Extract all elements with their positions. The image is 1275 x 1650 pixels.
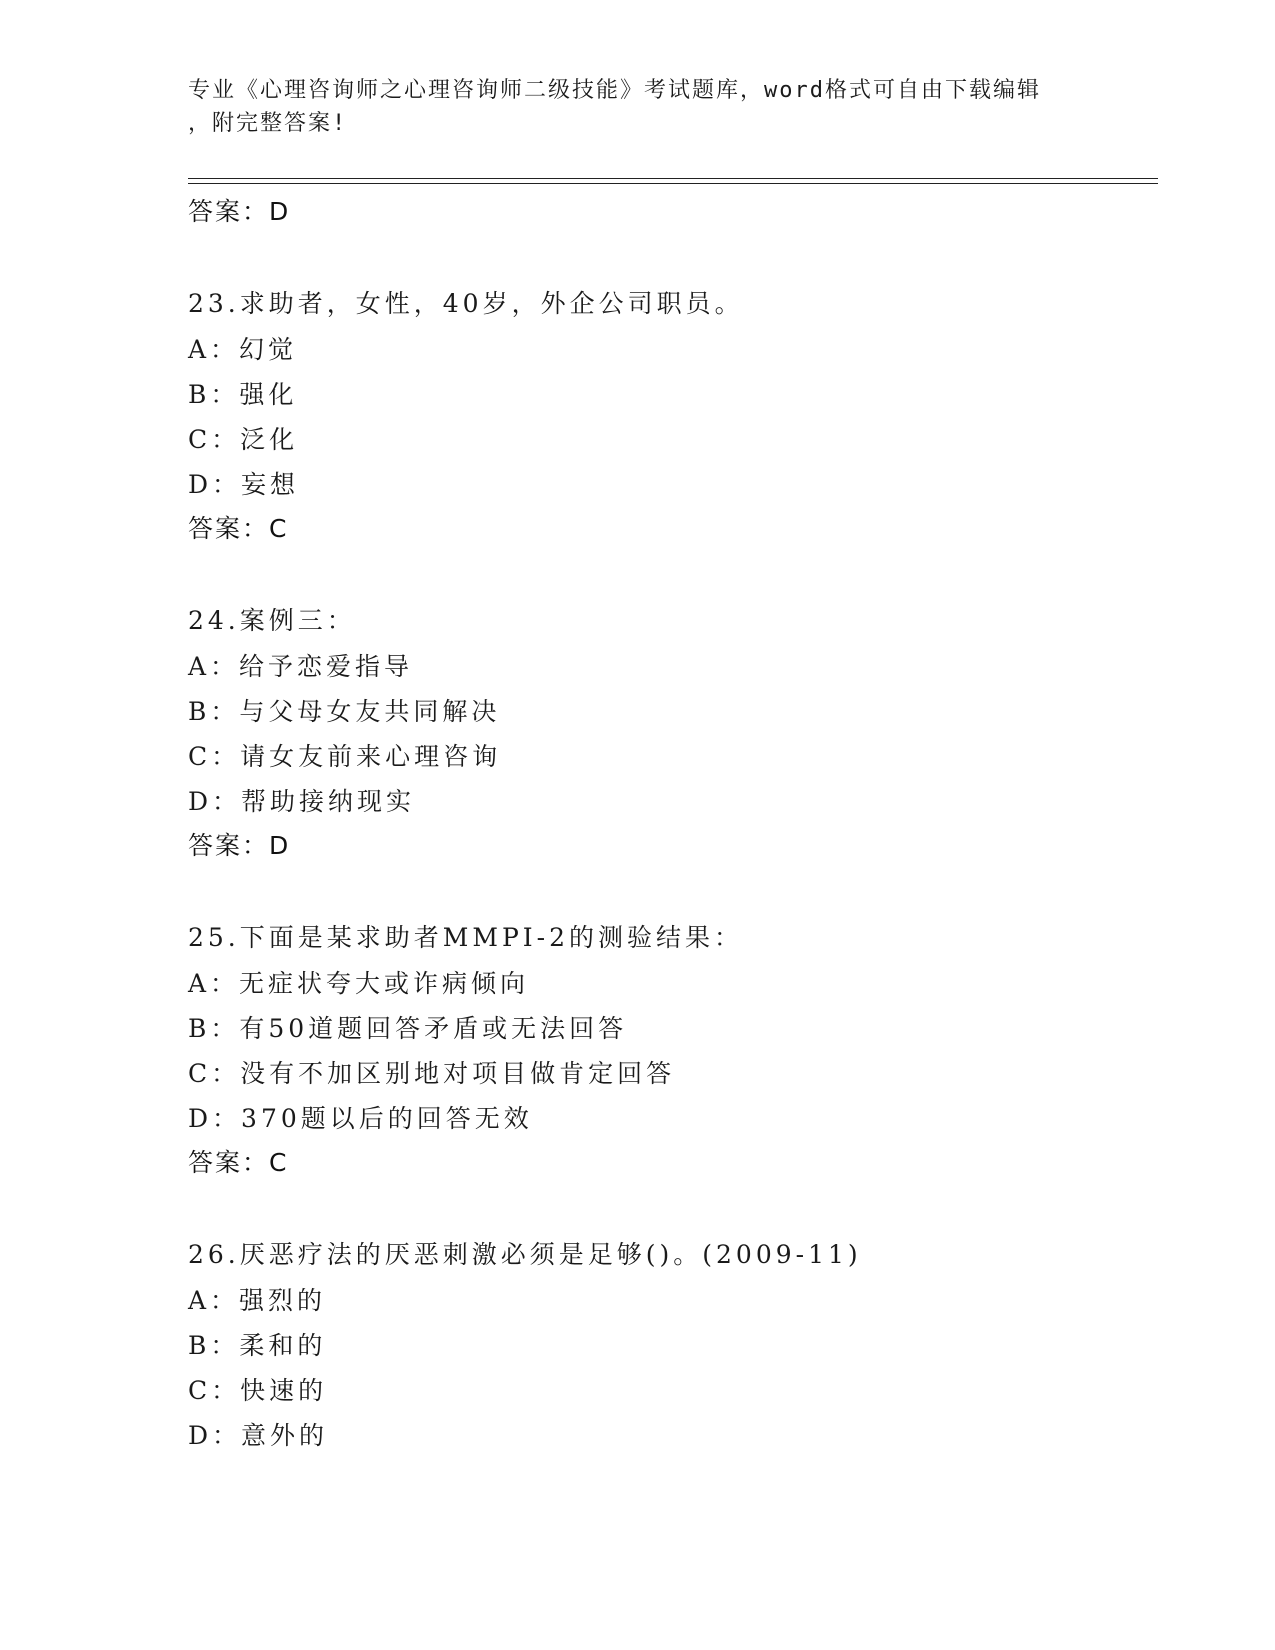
question-25-option-d: D：370题以后的回答无效: [188, 1104, 533, 1133]
question-23: 23.求助者，女性，40岁，外企公司职员。: [188, 289, 744, 318]
spacer: [188, 1185, 1148, 1232]
question-26-option-a: A：强烈的: [188, 1286, 327, 1315]
header-title-line-2: ，附完整答案!: [188, 111, 348, 136]
question-25: 25.下面是某求助者MMPI-2的测验结果：: [188, 923, 744, 952]
document-header: [188, 74, 1088, 140]
question-26-option-b: B：柔和的: [188, 1331, 327, 1360]
question-24-option-a: A：给予恋爱指导: [188, 652, 414, 681]
question-23-option-d: D：妄想: [188, 470, 300, 499]
spacer: [188, 551, 1148, 598]
question-26-option-d: D：意外的: [188, 1421, 329, 1450]
question-25-option-b: B：有50道题回答矛盾或无法回答: [188, 1014, 628, 1043]
header-divider: [188, 178, 1158, 184]
header-title-line-1: 专业《心理咨询师之心理咨询师二级技能》考试题库，word格式可自由下载编辑: [188, 78, 1041, 103]
question-23-option-c: C：泛化: [188, 425, 299, 454]
question-25-answer: 答案：C: [188, 1148, 289, 1177]
question-23-option-a: A：幻觉: [188, 335, 298, 364]
question-24-answer: 答案：D: [188, 831, 291, 860]
question-24-option-d: D：帮助接纳现实: [188, 787, 416, 816]
question-23-option-b: B：强化: [188, 380, 298, 409]
question-24: 24.案例三：: [188, 606, 356, 635]
question-25-option-a: A：无症状夸大或诈病倾向: [188, 969, 530, 998]
spacer: [188, 868, 1148, 915]
previous-answer: 答案：D: [188, 197, 291, 226]
question-list: [188, 190, 1148, 1458]
question-25-option-c: C：没有不加区别地对项目做肯定回答: [188, 1059, 676, 1088]
question-24-option-c: C：请女友前来心理咨询: [188, 742, 502, 771]
question-23-answer: 答案：C: [188, 514, 289, 543]
question-26: 26.厌恶疗法的厌恶刺激必须是足够()。(2009-11): [188, 1240, 862, 1269]
question-24-option-b: B：与父母女友共同解决: [188, 697, 501, 726]
question-26-option-c: C：快速的: [188, 1376, 328, 1405]
spacer: [188, 234, 1148, 281]
